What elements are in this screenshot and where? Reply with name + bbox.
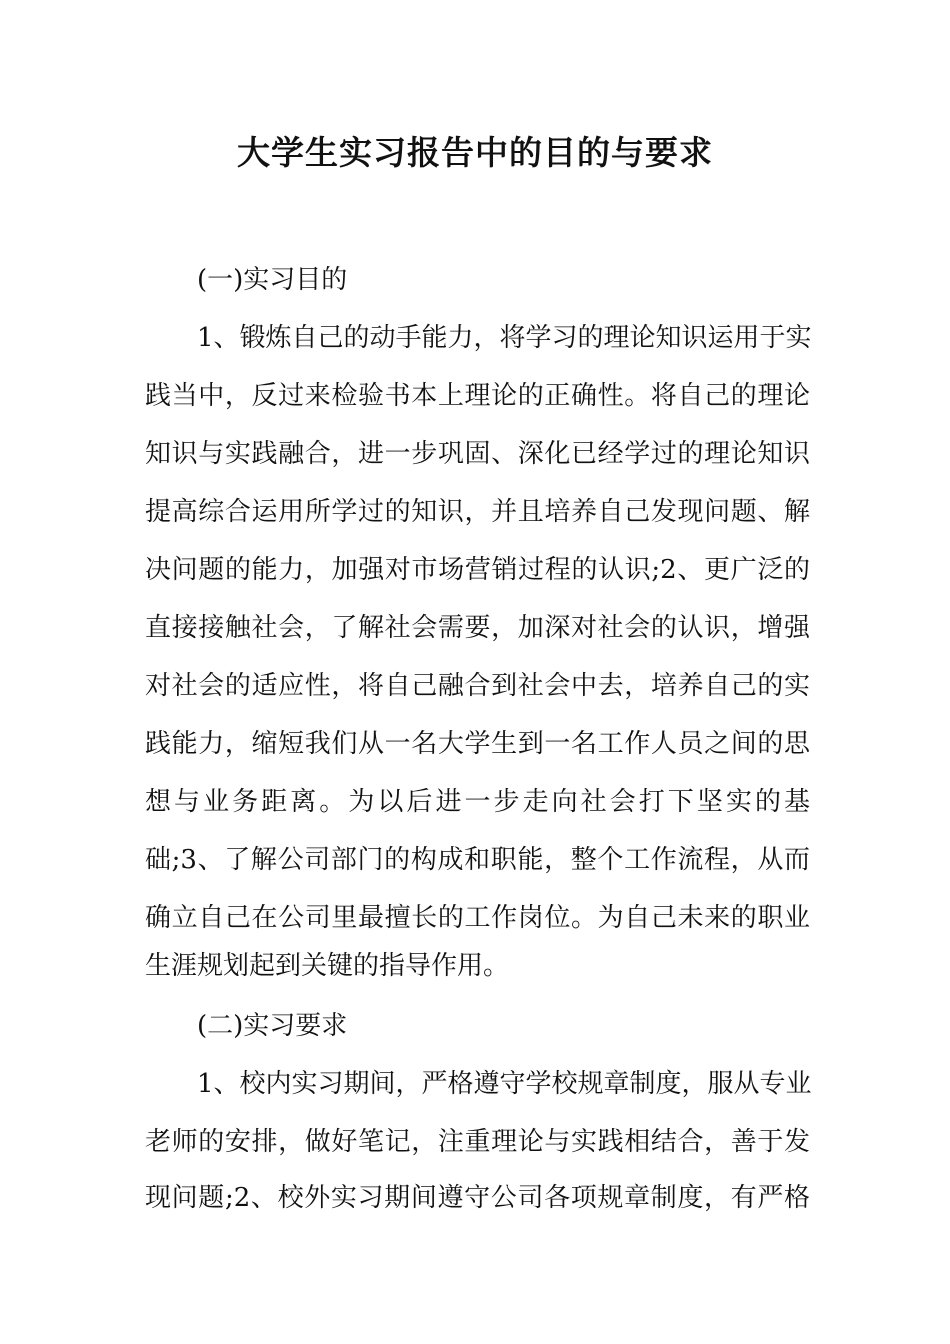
paragraph-line: 想与业务距离。为以后进一步走向社会打下坚实的基	[145, 787, 810, 817]
paragraph-line: 对社会的适应性，将自己融合到社会中去，培养自己的实	[145, 671, 810, 701]
paragraph-line: 现问题;2、校外实习期间遵守公司各项规章制度，有严格	[145, 1183, 810, 1213]
paragraph-line: 提高综合运用所学过的知识，并且培养自己发现问题、解	[145, 497, 810, 527]
paragraph-line: 生涯规划起到关键的指导作用。	[145, 951, 510, 981]
paragraph-line: 决问题的能力，加强对市场营销过程的认识;2、更广泛的	[145, 555, 810, 585]
paragraph-line: 践能力，缩短我们从一名大学生到一名工作人员之间的思	[145, 729, 810, 759]
paragraph-line: 1、校内实习期间，严格遵守学校规章制度，服从专业	[197, 1069, 812, 1099]
paragraph-line: 直接接触社会，了解社会需要，加深对社会的认识，增强	[145, 613, 810, 643]
section-heading-purpose: (一)实习目的	[197, 265, 348, 295]
paragraph-line: 础;3、了解公司部门的构成和职能，整个工作流程，从而	[145, 845, 810, 875]
paragraph-line: 确立自己在公司里最擅长的工作岗位。为自己未来的职业	[145, 903, 810, 933]
document-title: 大学生实习报告中的目的与要求	[237, 133, 713, 172]
paragraph-line: 老师的安排，做好笔记，注重理论与实践相结合，善于发	[145, 1127, 810, 1157]
paragraph-line: 1、锻炼自己的动手能力，将学习的理论知识运用于实	[197, 323, 812, 353]
paragraph-line: 知识与实践融合，进一步巩固、深化已经学过的理论知识	[145, 439, 810, 469]
paragraph-line: 践当中，反过来检验书本上理论的正确性。将自己的理论	[145, 381, 810, 411]
section-heading-requirements: (二)实习要求	[197, 1011, 348, 1041]
